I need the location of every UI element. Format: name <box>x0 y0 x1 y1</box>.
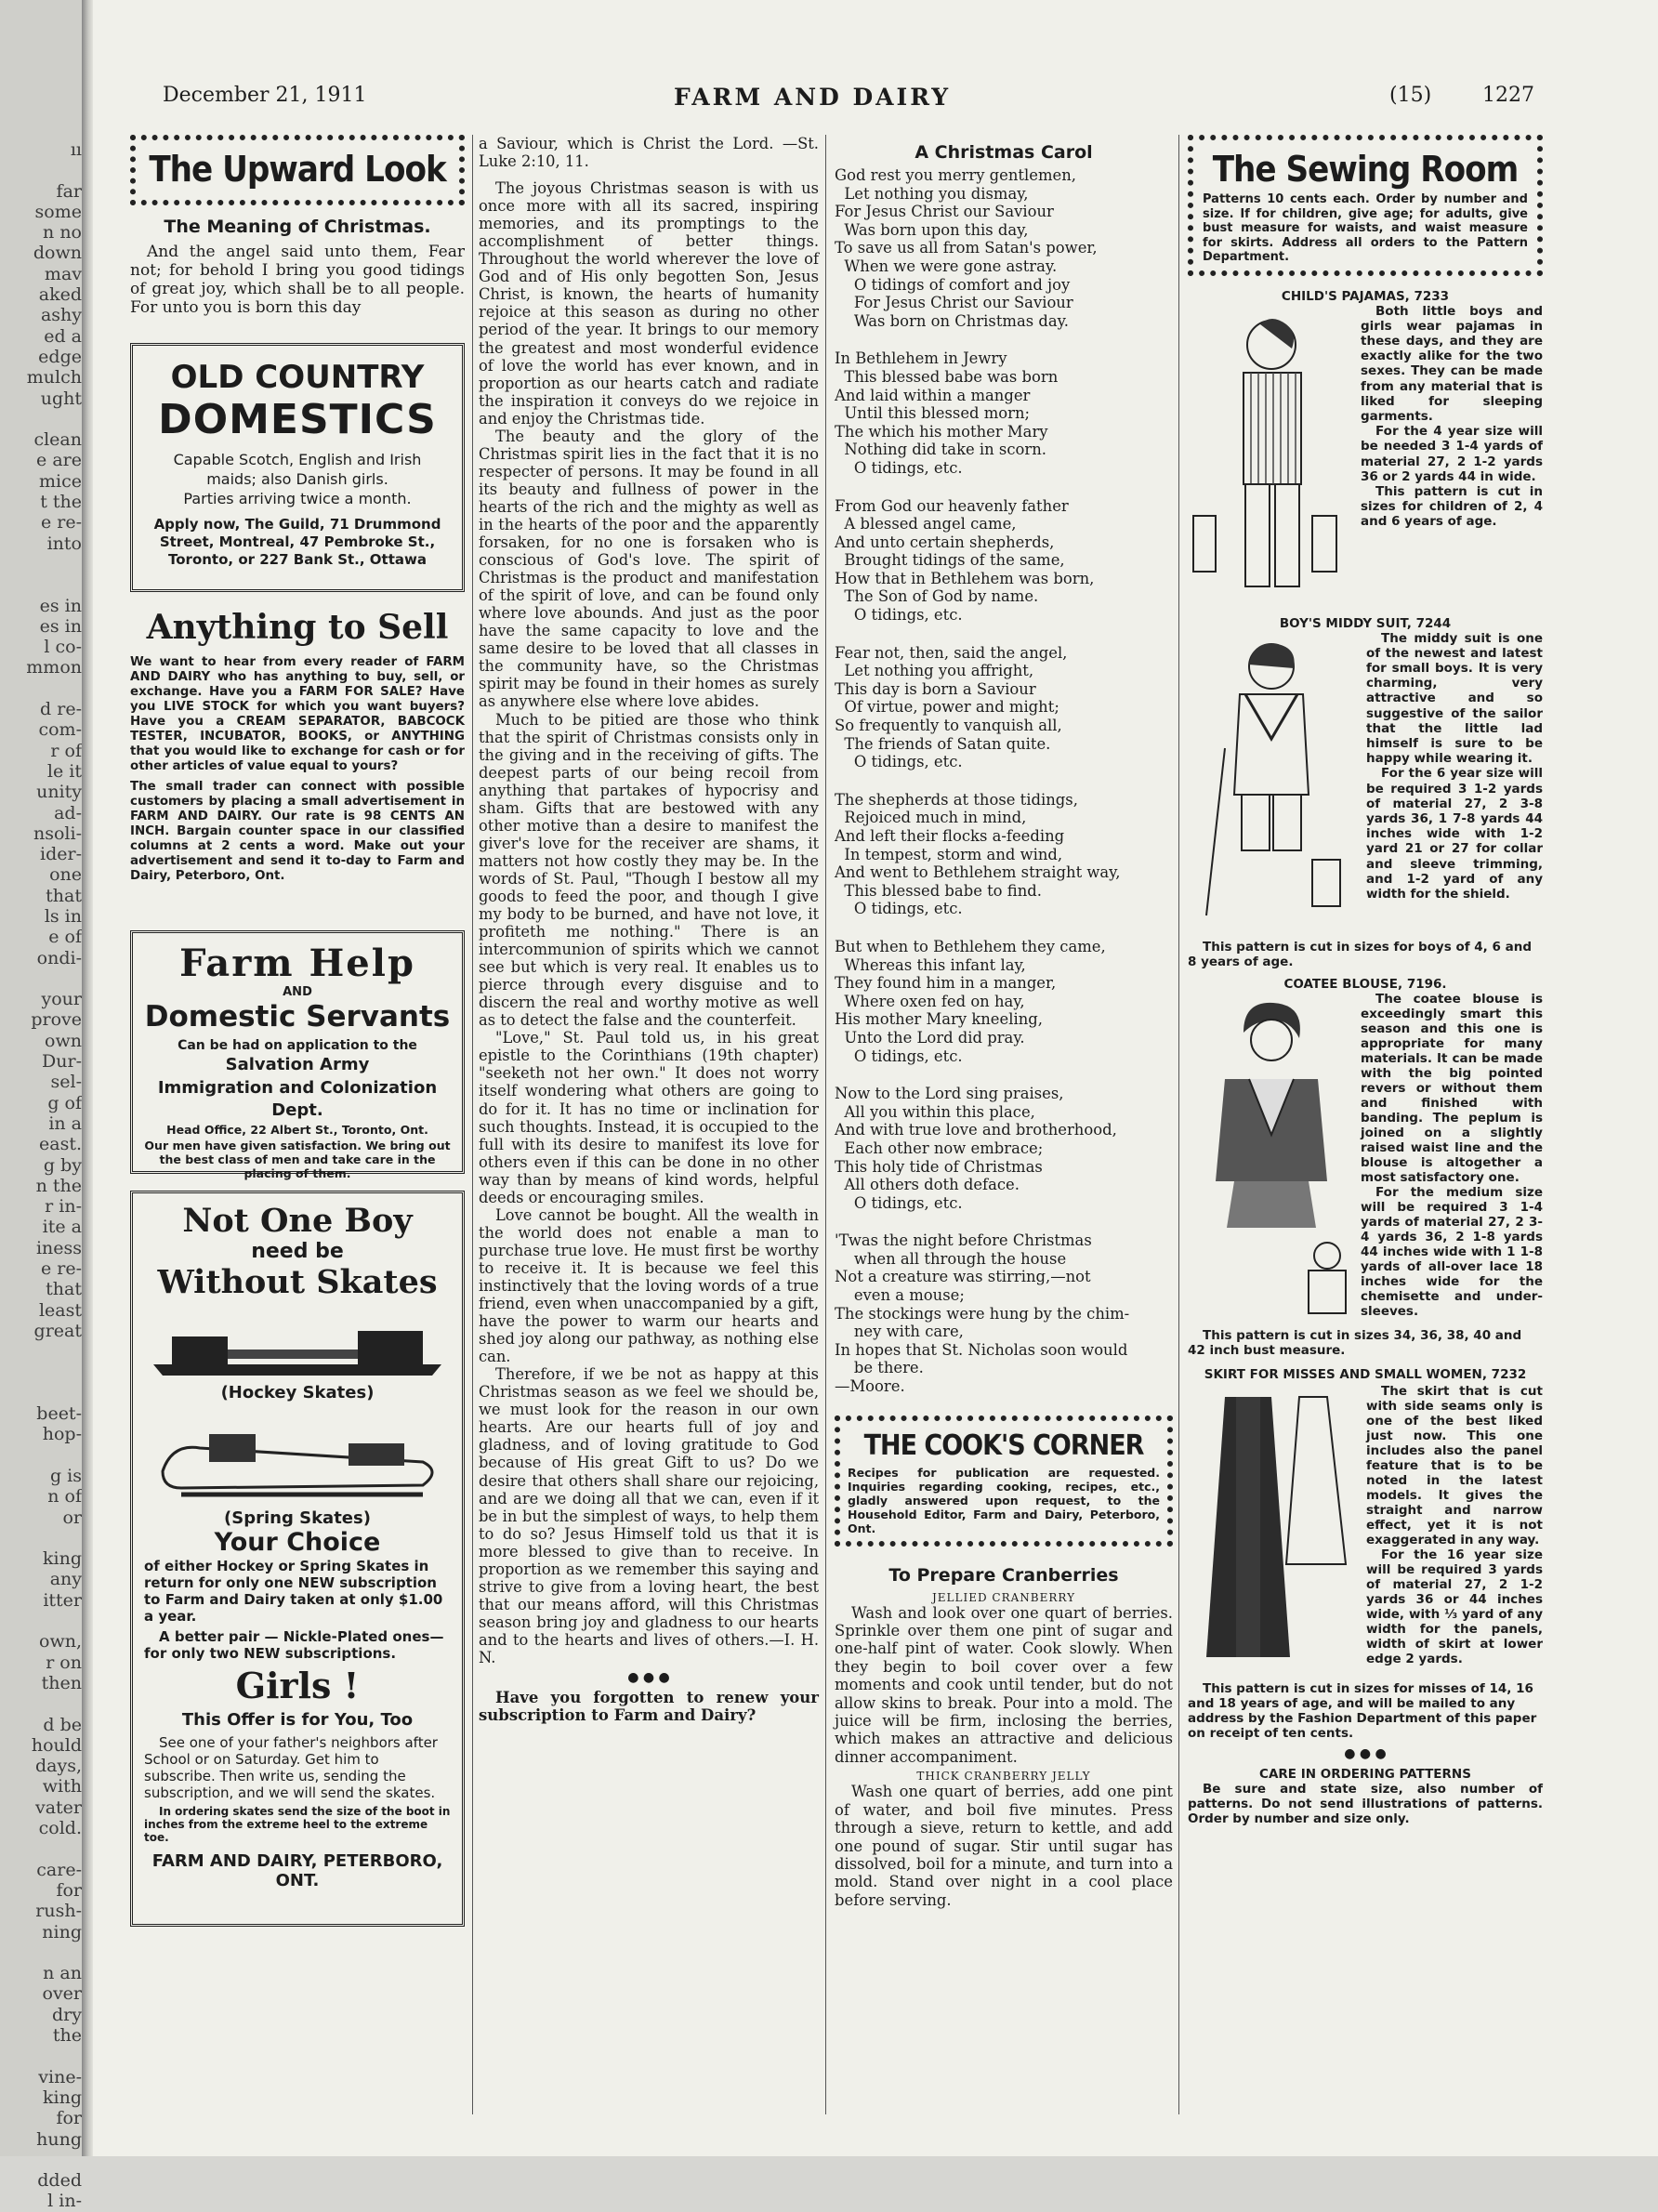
upward-look-subtitle: The Meaning of Christmas. <box>164 217 431 237</box>
skates-caption2: (Spring Skates) <box>224 1508 371 1528</box>
gutter-fragment <box>7 160 82 180</box>
gutter-fragment: e are <box>36 450 82 471</box>
gutter-fragment: ning <box>42 1921 82 1942</box>
gutter-fragment: dded <box>37 2170 82 2192</box>
pattern3-text3: This pattern is cut in sizes 34, 36, 38, 40 and 42 inch bust measure. <box>1188 1327 1522 1358</box>
carol-line: When we were gone astray. <box>835 257 1058 275</box>
left-page-gutter <box>0 0 86 2212</box>
carol-line: From God our heavenly father <box>835 496 1069 515</box>
ad-farm-help <box>130 930 465 1180</box>
gutter-fragment: n of <box>47 1486 82 1508</box>
pattern3-title: COATEE BLOUSE, 7196. <box>1283 976 1447 992</box>
gutter-fragment: ught <box>40 388 82 409</box>
farmhelp-office: Head Office, 22 Albert St., Toronto, Ont. <box>166 1123 428 1137</box>
gutter-fragment: the <box>52 2025 82 2047</box>
farmhelp-and: AND <box>283 985 312 999</box>
carol-line: Let nothing you affright, <box>835 662 1034 680</box>
skates-offer2: A better pair — Nickle-Plated ones—for only two NEW subscriptions. <box>144 1628 444 1662</box>
essay-paragraph-5: Love cannot be bought. All the wealth in the world does not enable a man to purchase true love. He must first be worthy to receive it. It is because we feel this instinctively that the loving words of a true friend, even when unaccompanied by a gift, have the power to warm our hearts and shed joy along our pathway, as nothing else can. <box>479 1205 819 1366</box>
gutter-fragment: es in <box>39 615 82 637</box>
gutter-fragment: rush- <box>35 1901 82 1922</box>
gutter-fragment: aked <box>38 284 82 306</box>
carol-line: Brought tidings of the same, <box>835 551 1065 570</box>
carol-stanza <box>835 1231 1173 1395</box>
skates-footer: FARM AND DAIRY, PETERBORO, ONT. <box>151 1851 443 1890</box>
column-2 <box>479 135 819 2133</box>
carol-title: A Christmas Carol <box>915 142 1093 163</box>
pattern1-title: CHILD'S PAJAMAS, 7233 <box>1281 288 1450 304</box>
pattern2-block <box>1188 631 1543 940</box>
gutter-fragment: nsoli- <box>33 823 82 844</box>
gutter-fragment: your <box>41 989 82 1010</box>
gutter-fragment: l in- <box>47 2191 82 2212</box>
gutter-fragment: with <box>42 1776 82 1797</box>
carol-line: Nothing did take in scorn. <box>835 441 1046 459</box>
skates-line2: need be <box>251 1240 344 1263</box>
gutter-fragment: that <box>46 885 82 906</box>
pattern1-block <box>1188 304 1543 616</box>
sell-body2: The small trader can connect with possible customers by placing a small advertisement in FARM AND DAIRY. Our rate is 98 CENTS AN INCH. Bargain counter space in our classified columns at 2 cents a word. Make out your advertisement and send it to-day to Farm and Dairy, Peterboro, Ont. <box>130 780 465 883</box>
essay-paragraph-1: The joyous Christmas season is with us once more with all its sacred, inspiring memories, and its promptings to the accomplishment of better things. Throughout the world wherever the love of God and of His only begotten Son, Jesus Christ, is known, the hearts of humanity rejoice at this season as during no other period of the year. It brings to our memory the greatest and most wonderful evidence of love the world has ever known, and in proportion as our hearts catch and radiate the inspiration it conveys do we rejoice in and enjoy the Christmas tide. <box>479 179 819 428</box>
gutter-fragment <box>7 2046 82 2066</box>
pattern4-title: SKIRT FOR MISSES AND SMALL WOMEN, 7232 <box>1204 1366 1527 1382</box>
pattern3-text: The coatee blouse is exceedingly smart this season and this one is appropriate for many materials. It can be made with the big pointed revers or without them and finished with banding. The peplum is joined on a slightly raised waist line and the blouse is altogether a most satisfactory one. <box>1361 991 1543 1185</box>
farmhelp-org2: Immigration and Colonization Dept. <box>157 1078 438 1120</box>
carol-line: Let nothing you dismay, <box>835 184 1029 203</box>
carol-stanza <box>835 349 1173 477</box>
sewing-dots: ● ● ● <box>1344 1745 1387 1761</box>
carol-line: And left their flocks a-feeding <box>835 827 1065 845</box>
carol-stanza <box>835 1085 1173 1212</box>
gutter-fragment <box>7 1611 82 1631</box>
gutter-fragment: ite a <box>42 1217 82 1238</box>
carol-line: O tidings, etc. <box>835 900 963 918</box>
gutter-fragment: own, <box>39 1631 82 1652</box>
carol-line: Of virtue, power and might; <box>835 698 1059 717</box>
pattern4-text2: For the 16 year size will be required 3 yards of material 27, 2 1-2 yards 36 or 44 inches wide, with ⅓ yard of any width for the panels, width of skirt at lower edge 2 yards. <box>1366 1547 1543 1666</box>
domestics-body1: Capable Scotch, English and Irish maids; also Danish girls. <box>173 451 422 488</box>
domestics-body3: Apply now, The Guild, 71 Drummond Street, Montreal, 47 Pembroke St., Toronto, or 227 Bank St., Ottawa <box>153 516 441 568</box>
gutter-fragment: r on <box>46 1652 82 1673</box>
farmhelp-line2: Domestic Servants <box>144 1000 451 1034</box>
gutter-fragment: mice <box>39 470 82 492</box>
gutter-fragment: least <box>38 1299 82 1321</box>
pattern1-text3: This pattern is cut in sizes for children of 2, 4 and 6 years of age. <box>1361 483 1543 530</box>
domestics-body2: Parties arriving twice a month. <box>183 490 412 507</box>
carol-line: Fear not, then, said the angel, <box>835 643 1068 662</box>
carol-line: O tidings of comfort and joy <box>835 275 1071 294</box>
gutter-fragment: mulch <box>26 367 82 388</box>
gutter-fragment <box>7 1363 82 1383</box>
carol-line: All others doth deface. <box>835 1176 1020 1194</box>
essay-paragraph-3: Much to be pitied are those who think that the spirit of Christmas consists only in the giving and in the receiving of gifts. The deepest parts of our being recoil from anything that partakes of hypocrisy and sham. Gifts that are bestowed with any other motive than a desire to manifest the giver's love for the receiver are shams, it matters not how costly they may be. In the words of St. Paul, "Though I bestow all my goods to feed the poor, and though I give my body to be burned, and have not love, it profiteth me nothing." There is an intercommunion of spirits which we cannot see but which is very real. It enables us to pierce through every disguise and to discern the real and worthy motive as well as to detect the false and the counterfeit. <box>479 710 819 1030</box>
gutter-fragment: t the <box>40 492 82 513</box>
girls-title: Girls ! <box>235 1665 360 1706</box>
upward-look-text: And the angel said unto them, Fear not; for behold I bring you good tidings of great joy, which shall be to all people. For unto you is born this day <box>130 243 465 317</box>
book-spine <box>82 0 93 2156</box>
carol-line: This holy tide of Christmas <box>835 1157 1043 1176</box>
gutter-fragment: ider- <box>40 844 82 865</box>
gutter-fragment: into <box>46 533 82 554</box>
gutter-fragment: ls in <box>44 905 82 927</box>
pattern2-text3: This pattern is cut in sizes for boys of 4, 6 and 8 years of age. <box>1188 939 1532 969</box>
carol-line: And laid within a manger <box>835 386 1031 404</box>
carol-line: The stockings were hung by the chim- <box>835 1304 1130 1323</box>
gutter-fragment: d be <box>43 1714 82 1735</box>
carol-stanza <box>835 938 1173 1065</box>
carol-line: How that in Bethlehem was born, <box>835 569 1095 587</box>
gutter-fragment <box>7 409 82 429</box>
skates-line3: Without Skates <box>157 1263 438 1301</box>
recipe1-text: Wash and look over one quart of berries. Sprinkle over them one pint of sugar and one-half pint of water. Cook slowly. When they begin to boil cover over a few moments and cook until tender, but do not allow skins to break. Pour into a mold. The juice will be firm, inclosing the berries, which makes an attractive and delicious dinner accompaniment. <box>835 1603 1173 1766</box>
carol-line: —Moore. <box>835 1377 905 1396</box>
gutter-fragment: over <box>42 1983 82 2005</box>
carol-line: In Bethlehem in Jewry <box>835 349 1007 368</box>
gutter-fragment <box>7 574 82 595</box>
carol-line: Until this blessed morn; <box>835 404 1031 423</box>
carol-line: even a mouse; <box>835 1286 965 1305</box>
carol-line: This blessed babe was born <box>835 367 1059 386</box>
gutter-fragment: king <box>43 1548 82 1570</box>
carol-line: O tidings, etc. <box>835 1047 963 1065</box>
gutter-fragment: or <box>62 1507 82 1528</box>
carol-line: O tidings, etc. <box>835 1193 963 1212</box>
ad-skates <box>130 1191 465 1927</box>
column-rule-2 <box>825 135 826 2114</box>
sewing-room-title: The Sewing Room <box>1212 149 1519 190</box>
carol-line: Was born upon this day, <box>835 220 1029 239</box>
column-3 <box>835 135 1173 2133</box>
carol-line: A blessed angel came, <box>835 515 1017 533</box>
carol-line: And unto certain shepherds, <box>835 533 1055 551</box>
spring-skate-illustration <box>144 1406 451 1508</box>
skirt-illustration <box>1197 1388 1355 1676</box>
hockey-skate-illustration <box>144 1309 451 1383</box>
carol-line: And went to Bethlehem straight way, <box>835 863 1121 882</box>
gutter-fragment: cold. <box>38 1818 82 1839</box>
essay-dots: ● ● ● <box>627 1670 670 1686</box>
essay-paragraph-0: a Saviour, which is Christ the Lord. —St. Luke 2:10, 11. <box>479 135 819 171</box>
cooks-corner-title: THE COOK'S CORNER <box>863 1429 1144 1462</box>
carol-stanza <box>835 166 1173 330</box>
gutter-fragment: then <box>41 1672 82 1693</box>
domestics-line2: DOMESTICS <box>158 396 437 443</box>
gutter-fragment: beet- <box>36 1403 82 1425</box>
carol-line: The Son of God by name. <box>835 587 1039 606</box>
gutter-fragment: n the <box>35 1175 82 1196</box>
gutter-fragment: vine- <box>38 2066 82 2087</box>
upward-look-banner <box>130 135 465 205</box>
carol-line: So frequently to vanquish all, <box>835 717 1062 735</box>
carol-line: when all through the house <box>835 1249 1067 1268</box>
gutter-fragment: hop- <box>42 1424 82 1445</box>
header-title: FARM AND DAIRY <box>674 84 952 111</box>
carol-line: In tempest, storm and wind, <box>835 845 1063 863</box>
gutter-fragment: n no <box>43 222 82 244</box>
gutter-fragment <box>7 968 82 989</box>
ad-old-country-domestics <box>130 343 465 592</box>
gutter-fragment: for <box>56 2108 82 2129</box>
gutter-fragment: vater <box>34 1797 82 1818</box>
column-1 <box>130 135 465 2124</box>
pattern2-title: BOY'S MIDDY SUIT, 7244 <box>1279 615 1452 631</box>
carol-line: Whereas this infant lay, <box>835 955 1026 974</box>
gutter-fragment: ed a <box>44 325 82 347</box>
page-header <box>163 84 1547 112</box>
carol-line: The shepherds at those tidings, <box>835 790 1078 809</box>
carol-line: For Jesus Christ our Saviour <box>835 294 1073 312</box>
skates-note: In ordering skates send the size of the boot in inches from the extreme heel to the extreme toe. <box>144 1805 451 1844</box>
carol-line: 'Twas the night before Christmas <box>835 1231 1092 1250</box>
carol-stanza <box>835 644 1173 771</box>
gutter-fragment <box>7 1528 82 1548</box>
farmhelp-body1: Can be had on application to the <box>178 1038 417 1053</box>
column-rule-3 <box>1178 135 1179 2114</box>
gutter-fragment: ıı <box>70 139 82 160</box>
carol-stanza <box>835 497 1173 625</box>
recipe1-title: JELLIED CRANBERRY <box>931 1590 1076 1604</box>
gutter-fragment: for <box>56 1879 82 1901</box>
carol-line: To save us all from Satan's power, <box>835 239 1098 257</box>
carol-line: O tidings, etc. <box>835 753 963 771</box>
essay-paragraph-6: Therefore, if we be not as happy at this Christmas season as we feel we should be, we must look for the reason in our own hearts. Are our hearts full of joy and gladness, and of loving gratitude to God because of His great Gift to us? Do we desire that others shall share our rejoicing, and are we doing all that we can, even if it be in but the simplest of ways, to help them to do so? Jesus Himself told us that it is more blessed to give than to receive. In proportion as we remember this saying and strive to give from a loving heart, the best that our means afford, will this Christmas season bring joy and gladness to our hearts and to the hearts and lives of others.—I. H. N. <box>479 1365 819 1666</box>
carol-line: The friends of Satan quite. <box>835 734 1051 753</box>
gutter-fragment: l co- <box>44 637 82 658</box>
gutter-fragment: ashy <box>40 305 82 326</box>
farmhelp-body2: Our men have given satisfaction. We bring out the best class of men and take care in the placing of them. <box>144 1139 451 1180</box>
carol-line: All you within this place, <box>835 1102 1035 1121</box>
carol-line: His mother Mary kneeling, <box>835 1010 1043 1029</box>
gutter-fragment: n an <box>43 1963 82 1984</box>
gutter-fragment: in a <box>48 1113 82 1134</box>
carol-line: Not a creature was stirring,—not <box>835 1268 1091 1286</box>
gutter-fragment: mav <box>44 263 82 284</box>
pattern1-text: Both little boys and girls wear pajamas in these days, and they are exactly alike for the two sexes. They can be made from any material that is liked for sleeping garments. <box>1361 303 1543 424</box>
coatee-blouse-illustration <box>1188 995 1351 1321</box>
skates-offer1: of either Hockey or Spring Skates in return for only one NEW subscription to Farm and Dairy taken at only $1.00 a year. <box>144 1558 443 1625</box>
ad-anything-to-sell <box>130 607 465 914</box>
gutter-fragment: some <box>34 201 82 222</box>
carol-line: Where oxen fed on hay, <box>835 992 1025 1010</box>
gutter-fragment: unity <box>36 782 82 803</box>
sell-title: Anything to Sell <box>146 608 449 647</box>
recipe2-text: Wash one quart of berries, add one pint of water, and boil five minutes. Press through a sieve, return to kettle, and add one pound of sugar. Stir until sugar has dissolved, boil for a minute, and turn into a mold. Stand over night in a cool place before serving. <box>835 1783 1173 1909</box>
skates-line1: Not One Boy <box>182 1202 413 1240</box>
gutter-text-fragments <box>7 139 82 2212</box>
recipe-title: To Prepare Cranberries <box>888 1564 1119 1586</box>
pattern4-block <box>1188 1384 1543 1681</box>
sewing-room-intro: Patterns 10 cents each. Order by number and size. If for children, give age; for adults, give bust measure for waists, and waist measure for skirts. Address all orders to the Pattern Department. <box>1203 192 1528 264</box>
gutter-fragment: sel- <box>50 1072 82 1093</box>
boys-middy-suit-illustration <box>1188 637 1355 934</box>
gutter-fragment <box>7 678 82 699</box>
gutter-fragment: g is <box>49 1466 82 1486</box>
gutter-fragment: dry <box>52 2004 82 2025</box>
column-4 <box>1188 135 1543 2142</box>
gutter-fragment <box>7 1838 82 1859</box>
carol-line: Was born on Christmas day. <box>835 311 1069 330</box>
gutter-fragment: e of <box>48 927 82 948</box>
pattern2-text: The middy suit is one of the newest and latest for small boys. It is very charming, very attractive and so suggestive of the sailor that the little lad himself is sure to be happy while wearing it. <box>1366 630 1543 767</box>
gutter-fragment <box>7 1693 82 1714</box>
carol-line: O tidings, etc. <box>835 606 963 625</box>
gutter-fragment: down <box>33 243 82 264</box>
girls-subtitle: This Offer is for You, Too <box>181 1710 414 1730</box>
carol-line: Rejoiced much in mind, <box>835 809 1027 827</box>
gutter-fragment <box>7 1341 82 1362</box>
gutter-fragment: g by <box>43 1154 82 1176</box>
gutter-fragment: iness <box>35 1237 82 1258</box>
essay-paragraph-2: The beauty and the glory of the Christmas spirit lies in the fact that it is no respecter of persons. It may be found in all its beauty and fullness of power in the hearts of the rich and the mighty as well as in the hearts of the poor and the apparently forsaken, for no one is forsaken who is conscious of God's love. The spirit of Christmas is the product and manifestation of the spirit of love, and can be found only where love abounds. And just as the poor have the same capacity to love and the same desire to be loved that all classes in the community have, so the Christmas spirit may be found in their homes as surely as anywhere else where love abides. <box>479 427 819 711</box>
carol-stanzas <box>835 166 1173 1396</box>
carol-line: Each other now embrace; <box>835 1139 1044 1157</box>
gutter-fragment: e re- <box>40 512 82 533</box>
farmhelp-line1: Farm Help <box>179 941 415 985</box>
sewing-room-banner <box>1188 135 1543 276</box>
cooks-corner-body: Recipes for publication are requested. Inquiries regarding cooking, recipes, etc., gladly answered upon request, to the Household Editor, Farm and Dairy, Peterboro, Ont. <box>848 1465 1160 1535</box>
carol-line: This day is born a Saviour <box>835 679 1036 698</box>
header-page-number: 1227 <box>1482 84 1534 107</box>
gutter-fragment: le it <box>46 760 82 782</box>
gutter-fragment <box>7 1383 82 1403</box>
sell-body1: We want to hear from every reader of FARM AND DAIRY who has anything to buy, sell, or exchange. Have you a FARM FOR SALE? Have you LIVE STOCK for which you want buyers? Have you a CREAM SEPARATOR, BABCOCK TESTER, INCUBATOR, BOOKS, or ANYTHING that you would like to exchange for cash or for other articles of value equal to yours? <box>130 655 465 773</box>
gutter-fragment: east. <box>39 1134 82 1155</box>
gutter-fragment <box>7 554 82 574</box>
farmhelp-org1: Salvation Army <box>225 1055 370 1074</box>
gutter-fragment: e re- <box>40 1258 82 1280</box>
gutter-fragment: ondi- <box>36 947 82 968</box>
gutter-fragment: es in <box>39 595 82 616</box>
gutter-fragment: king <box>43 2087 82 2108</box>
gutter-fragment: clean <box>33 429 82 451</box>
pattern4-text3: This pattern is cut in sizes for misses of 14, 16 and 18 years of age, and will be mailed to any address by the Fashion Department of this paper on receipt of ten cents. <box>1188 1680 1537 1741</box>
skates-choice: Your Choice <box>214 1528 381 1557</box>
gutter-fragment <box>7 2150 82 2170</box>
gutter-fragment: that <box>46 1279 82 1300</box>
gutter-fragment: prove <box>31 1009 82 1031</box>
gutter-fragment: hould <box>31 1734 82 1756</box>
domestics-line1: OLD COUNTRY <box>170 359 425 396</box>
care-text: Be sure and state size, also number of patterns. Do not send illustrations of patterns. Order by number and size only. <box>1188 1781 1543 1826</box>
gutter-fragment: r in- <box>45 1196 82 1218</box>
carol-line: be there. <box>835 1359 924 1377</box>
gutter-fragment: g of <box>47 1092 82 1113</box>
carol-line: Unto the Lord did pray. <box>835 1028 1025 1047</box>
carol-line: O tidings, etc. <box>835 458 963 477</box>
care-title: CARE IN ORDERING PATTERNS <box>1259 1766 1471 1782</box>
gutter-fragment: Dur- <box>42 1051 82 1073</box>
pattern1-text2: For the 4 year size will be needed 3 1-4 yards of material 27, 2 1-2 yards 36 or 2 yards 44 in wide. <box>1361 424 1543 484</box>
renew-reminder: Have you forgotten to renew your subscription to Farm and Dairy? <box>479 1689 819 1725</box>
gutter-fragment: great <box>33 1320 82 1341</box>
pattern4-text: The skirt that is cut with side seams only is one of the best liked just now. This one includes also the panel feature that is to be noted in the latest models. It gives the straight and narrow effect, yet it is not exaggerated in any way. <box>1366 1383 1543 1547</box>
childs-pajamas-illustration <box>1188 311 1346 609</box>
gutter-fragment: any <box>49 1569 82 1590</box>
header-page-in-issue: (15) <box>1389 84 1432 107</box>
carol-line: This blessed babe to find. <box>835 881 1042 900</box>
gutter-fragment: ad- <box>54 802 82 823</box>
column-rule-1 <box>472 135 473 2114</box>
gutter-fragment: com- <box>38 719 82 741</box>
carol-line: And with true love and brotherhood, <box>835 1121 1117 1139</box>
pattern3-block <box>1188 992 1543 1328</box>
carol-stanza <box>835 791 1173 918</box>
cooks-corner-banner <box>835 1415 1173 1547</box>
gutter-fragment: far <box>56 180 82 202</box>
gutter-fragment: hung <box>36 2128 82 2150</box>
carol-line: ney with care, <box>835 1323 964 1341</box>
carol-line: But when to Bethlehem they came, <box>835 937 1106 955</box>
carol-line: For Jesus Christ our Saviour <box>835 203 1054 221</box>
gutter-fragment: one <box>49 864 82 886</box>
essay-paragraph-4: "Love," St. Paul told us, in his great epistle to the Corinthians (19th chapter) "seeketh not her own." It does not worry itself wondering what others are going to do for it. It has no time or inclination for such thoughts. Instead, it is occupied to the full with its desire to manifest its love for others even if this can be done in no other way than by means of kind words, helpful deeds or encouraging smiles. <box>479 1029 819 1206</box>
carol-line: God rest you merry gentlemen, <box>835 166 1076 184</box>
carol-line: Now to the Lord sing praises, <box>835 1085 1064 1103</box>
christmas-essay <box>479 135 819 1666</box>
gutter-fragment: edge <box>38 346 82 367</box>
gutter-fragment: own <box>45 1030 82 1051</box>
gutter-fragment: d re- <box>40 699 82 720</box>
header-date: December 21, 1911 <box>163 84 367 107</box>
girls-body: See one of your father's neighbors after School or on Saturday. Get him to subscribe. Then write us, sending the subscription, and we will send the skates. <box>144 1734 438 1801</box>
gutter-fragment <box>7 1942 82 1963</box>
gutter-fragment <box>7 1445 82 1466</box>
skates-caption1: (Hockey Skates) <box>220 1383 375 1402</box>
pattern3-text2: For the medium size will be required 3 1-4 yards of material 27, 2 3-4 yards 36, 2 1-8 yards 44 inches wide with 1 1-8 yards of all-over lace 18 inches wide for the chemisette and under-sleeves. <box>1361 1184 1543 1319</box>
gutter-fragment: r of <box>50 740 82 761</box>
gutter-fragment: days, <box>34 1756 82 1777</box>
gutter-fragment: mmon <box>26 657 82 678</box>
gutter-fragment: itter <box>43 1589 82 1611</box>
gutter-fragment: care- <box>36 1859 82 1880</box>
pattern2-text2: For the 6 year size will be required 3 1-2 yards of material 27, 2 3-8 yards 36, 1 7-8 yards 44 inches wide with 1-2 yard 21 or 27 for collar and sleeve trimming, and 1-2 yard of any width for the shield. <box>1366 766 1543 902</box>
upward-look-title: The Upward Look <box>149 149 446 190</box>
recipe2-title: THICK CRANBERRY JELLY <box>916 1770 1091 1784</box>
carol-line: In hopes that St. Nicholas soon would <box>835 1340 1128 1359</box>
carol-line: The which his mother Mary <box>835 422 1048 441</box>
carol-line: They found him in a manger, <box>835 974 1057 993</box>
